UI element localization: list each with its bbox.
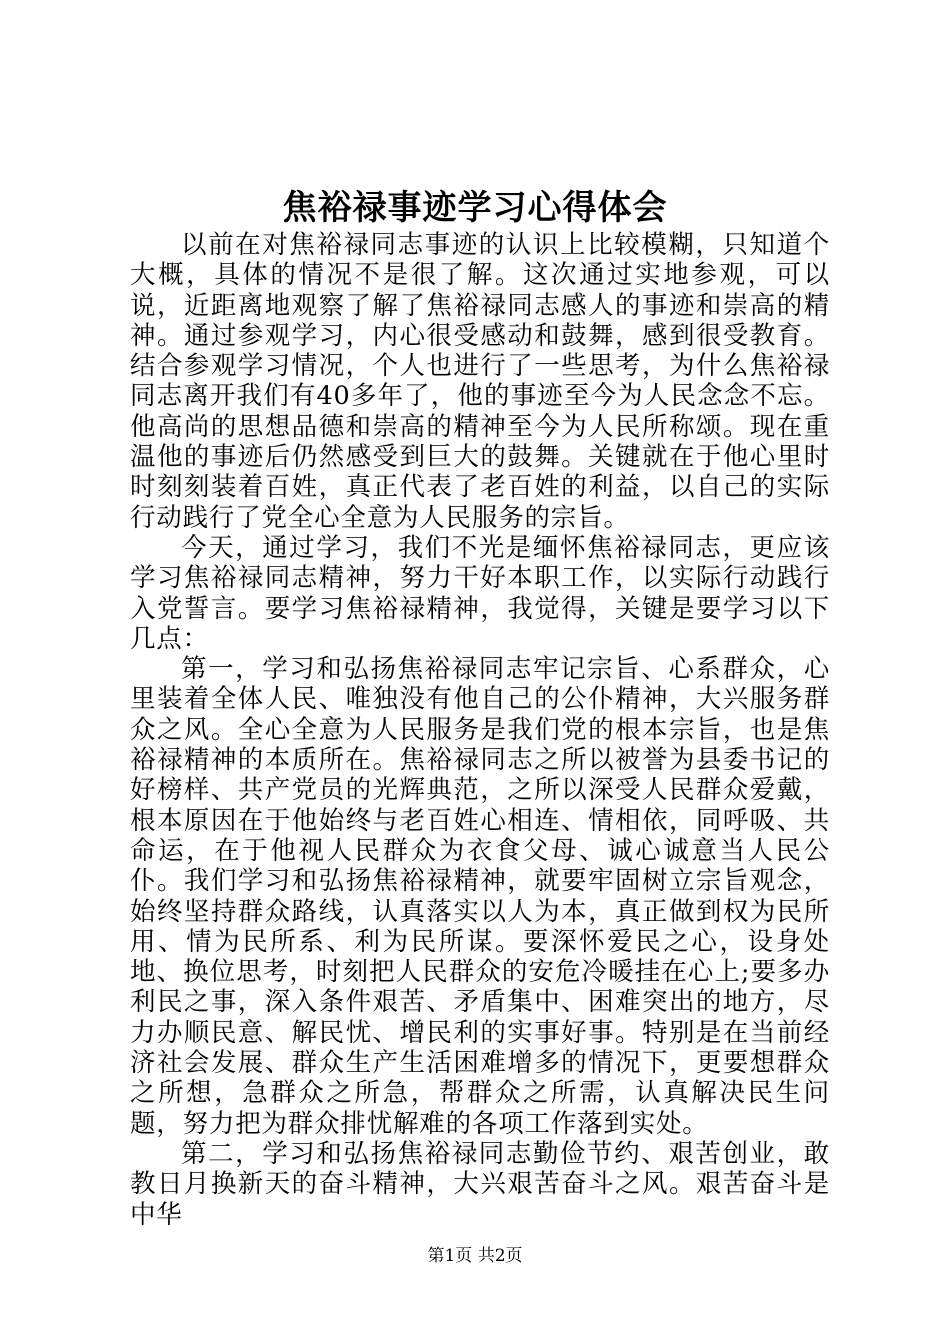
document-body (130, 230, 830, 1230)
paragraph-1: 以前在对焦裕禄同志事迹的认识上比较模糊，只知道个大概，具体的情况不是很了解。这次通过实地参观，可以说，近距离地观察了解了焦裕禄同志感人的事迹和崇高的精神。通过参观学习，内心很受感动和鼓舞，感到很受教育。结合参观学习情况，个人也进行了一些思考，为什么焦裕禄同志离开我们有40多年了，他的事迹至今为人民念念不忘。他高尚的思想品德和崇高的精神至今为人民所称颂。现在重温他的事迹后仍然感受到巨大的鼓舞。关键就在于他心里时时刻刻装着百姓，真正代表了老百姓的利益，以自己的实际行动践行了党全心全意为人民服务的宗旨。 (130, 230, 830, 533)
paragraph-4: 第二，学习和弘扬焦裕禄同志勤俭节约、艰苦创业，敢教日月换新天的奋斗精神，大兴艰苦奋斗之风。艰苦奋斗是中华 (130, 1138, 830, 1230)
paragraph-2: 今天，通过学习，我们不光是缅怀焦裕禄同志，更应该学习焦裕禄同志精神，努力干好本职工作，以实际行动践行入党誓言。要学习焦裕禄精神，我觉得，关键是要学习以下几点： (130, 532, 830, 654)
document-title: 焦裕禄事迹学习心得体会 (282, 188, 668, 228)
page-footer: 第1页 共2页 (427, 1246, 523, 1266)
paragraph-3: 第一，学习和弘扬焦裕禄同志牢记宗旨、心系群众，心里装着全体人民、唯独没有他自己的公仆精神，大兴服务群众之风。全心全意为人民服务是我们党的根本宗旨，也是焦裕禄精神的本质所在。焦裕禄同志之所以被誉为县委书记的好榜样、共产党员的光辉典范，之所以深受人民群众爱戴，根本原因在于他始终与老百姓心相连、情相依，同呼吸、共命运，在于他视人民群众为衣食父母、诚心诚意当人民公仆。我们学习和弘扬焦裕禄精神，就要牢固树立宗旨观念，始终坚持群众路线，认真落实以人为本，真正做到权为民所用、情为民所系、利为民所谋。要深怀爱民之心，设身处地、换位思考，时刻把人民群众的安危冷暖挂在心上;要多办利民之事，深入条件艰苦、矛盾集中、困难突出的地方，尽力办顺民意、解民忧、增民利的实事好事。特别是在当前经济社会发展、群众生产生活困难增多的情况下，更要想群众之所想，急群众之所急，帮群众之所需，认真解决民生问题，努力把为群众排忧解难的各项工作落到实处。 (130, 654, 830, 1139)
